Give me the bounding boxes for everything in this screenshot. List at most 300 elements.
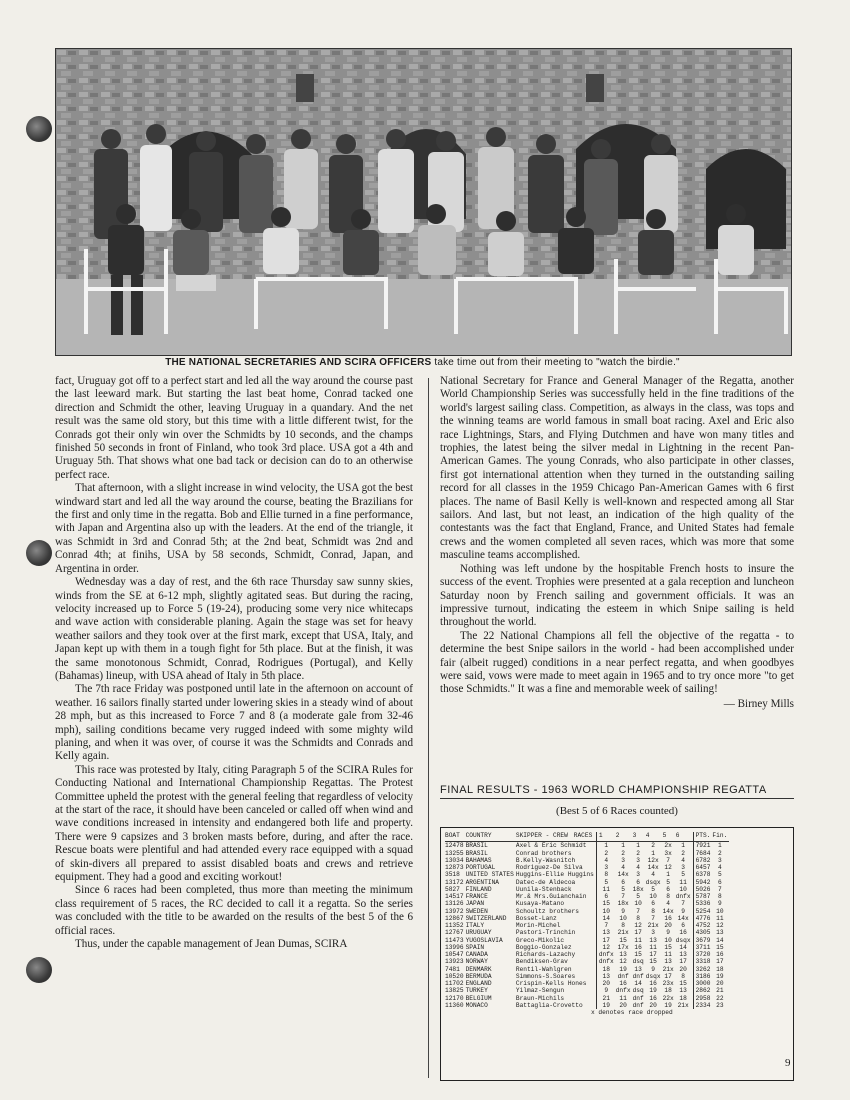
table-row (445, 922, 729, 929)
race-4-cell: 1 (651, 849, 655, 857)
race-5-cell: 16 (664, 914, 672, 922)
table-row (445, 995, 729, 1002)
skipper-crew-cell: Schoultz brothers (515, 907, 579, 915)
table-row (445, 893, 729, 900)
results-table (445, 832, 729, 1009)
points-cell: 3000 (693, 980, 712, 987)
race-1-cell: 13 (596, 929, 615, 936)
race-3-cell: 18x (632, 885, 644, 893)
boat-cell: 13923 (445, 958, 464, 966)
country-cell: URUGUAY (465, 929, 492, 937)
header-races: RACES (574, 832, 597, 842)
race-1-cell: dnfx (596, 958, 615, 965)
points-cell: 5254 (693, 908, 712, 915)
race-1-cell: 20 (596, 980, 615, 987)
race-3-cell: dsq (632, 958, 644, 966)
header-skipper-crew: SKIPPER - CREW (516, 832, 574, 842)
table-row (445, 973, 729, 980)
race-5-cell: 21x (662, 965, 674, 973)
points-cell: 5787 (693, 893, 712, 900)
race-6-cell: 14x (677, 914, 689, 922)
boat-cell: 12767 (445, 929, 464, 937)
finish-cell: 4 (717, 864, 722, 871)
race-1-cell: 17 (596, 937, 615, 944)
race-2-cell: 13 (619, 951, 627, 958)
race-2-cell: 6 (621, 878, 625, 886)
boat-cell: 11360 (445, 1001, 464, 1009)
paragraph: Since 6 races had been completed, thus more than meeting the minimum class requirement of 5 races, the RC decided to call it a regatta. So the series was concluded with the title to be awarded on the results of the best 5 of the 6 official races. (55, 884, 413, 937)
race-1-cell: 5 (596, 879, 615, 886)
skipper-crew-cell: Simmons-S.Soares (515, 972, 576, 980)
binder-hole-top (26, 116, 52, 142)
paragraph: This race was protested by Italy, citing Paragraph 5 of the SCIRA Rules for Conducting National and International Championship Regattas. The Protest Committee upheld the protest with the general feeling that regardless of velocity at the start of the race, it should have been canceled or called off when wind and wave conditions increased in intensity and endangered both life and property. There were 9 capsizes and 3 broken masts before, during, and after the race. Rescue boats were plentiful and had attended every race equipped with a squad of skin-divers all prepared to assist disabled boats and crews and retrieve equipment. They had a good and exciting workout! (55, 763, 413, 884)
column-divider (428, 378, 429, 1078)
race-6-cell: 16 (679, 929, 687, 937)
skipper-crew-cell: B.Kelly-Wasnitch (515, 856, 576, 864)
table-row (445, 864, 729, 871)
race-5-cell: 22x (662, 994, 674, 1002)
points-cell: 5026 (693, 886, 712, 893)
skipper-crew-cell: Crispin-Kells Hones (515, 980, 587, 987)
race-3-cell: 14 (634, 980, 642, 987)
points-cell: 3186 (693, 973, 712, 980)
race-4-cell: 14x (647, 864, 659, 871)
header-race-4: 4 (646, 832, 663, 842)
race-3-cell: 1 (636, 842, 640, 850)
finish-cell: 1 (717, 842, 722, 850)
boat-cell: 13996 (445, 943, 464, 951)
race-3-cell: 15 (634, 951, 642, 958)
race-2-cell: 12 (619, 958, 627, 966)
race-5-cell: 4 (666, 900, 670, 908)
race-1-cell: 8 (596, 871, 615, 878)
caption-rest: take time out from their meeting to "watch the birdie." (431, 357, 680, 368)
race-1-cell: 2 (596, 850, 615, 857)
country-cell: BERMUDA (465, 972, 492, 980)
boat-cell: 13126 (445, 900, 464, 908)
race-5-cell: 15 (664, 943, 672, 951)
race-6-cell: 14 (679, 943, 687, 951)
race-5-cell: 23x (662, 980, 674, 987)
race-4-cell: 17 (649, 951, 657, 958)
table-row (445, 857, 729, 864)
points-cell: 3711 (693, 944, 712, 951)
race-2-cell: dnf (617, 972, 629, 980)
boat-cell: 10520 (445, 972, 464, 980)
skipper-crew-cell: Conrad brothers (515, 849, 572, 857)
country-cell: SWITZERLAND (465, 914, 507, 922)
race-5-cell: 5 (666, 878, 670, 886)
finish-cell: 11 (716, 914, 724, 922)
race-3-cell: 12 (634, 922, 642, 929)
race-1-cell: dnfx (596, 951, 615, 958)
race-4-cell: 16 (649, 980, 657, 987)
race-3-cell: 16 (634, 943, 642, 951)
left-column (55, 375, 413, 951)
race-2-cell: 17x (617, 943, 629, 951)
race-5-cell: 17 (664, 972, 672, 980)
race-5-cell: 13 (664, 958, 672, 966)
race-2-cell: 4 (621, 864, 625, 871)
race-2-cell: 9 (621, 907, 625, 915)
race-2-cell: 19 (619, 965, 627, 973)
country-cell: UNITED STATES (465, 871, 514, 879)
country-cell: SPAIN (465, 943, 485, 951)
race-1-cell: 13 (596, 973, 615, 980)
country-cell: FRANCE (465, 893, 488, 900)
country-cell: TURKEY (465, 987, 488, 995)
boat-cell: 13972 (445, 907, 464, 915)
points-cell: 3262 (693, 966, 712, 973)
points-cell: 5942 (693, 879, 712, 886)
country-cell: DENMARK (465, 965, 492, 973)
race-2-cell: 14x (617, 871, 629, 879)
points-cell: 3720 (693, 951, 712, 958)
race-6-cell: 13 (679, 951, 687, 958)
race-5-cell: 20 (664, 922, 672, 929)
table-row (445, 871, 729, 878)
country-cell: BAHAMAS (465, 856, 492, 864)
race-4-cell: 15 (649, 958, 657, 966)
country-cell: FINLAND (465, 885, 492, 893)
results-subtitle: (Best 5 of 6 Races counted) (556, 805, 678, 817)
boat-cell: 7481 (445, 965, 460, 973)
boat-cell: 12170 (445, 994, 464, 1002)
skipper-crew-cell: Morin-Michel (515, 922, 561, 929)
finish-cell: 20 (716, 980, 724, 987)
finish-cell: 21 (716, 987, 724, 995)
country-cell: ENGLAND (465, 980, 492, 987)
boat-cell: 13034 (445, 856, 464, 864)
race-2-cell: 18x (617, 900, 629, 908)
finish-cell: 23 (716, 1001, 724, 1009)
race-3-cell: 4 (636, 864, 640, 871)
header-race-1: 1 (596, 832, 615, 842)
paragraph: Wednesday was a day of rest, and the 6th race Thursday saw sunny skies, winds from the SE at 6-12 mph, slightly agitated seas. But during the racing, velocity increased up to Force 5 (19-24), producing some very nice whitecaps and wave action with considerable planing. Again the stage was set for heavy weather sailors and they took over at the first mark, except that USA, Italy, and Japan kept up with them in a tough fight for 5th place. But at the finish, it was the same monotonous Schmidt, Conrad, Rodrigues (Portugal), and Kelly (Bahamas) lineup, with USA ahead of Italy in 5th place. (55, 576, 413, 682)
table-row (445, 886, 729, 893)
race-4-cell: 10 (649, 893, 657, 900)
race-4-cell: 6 (651, 900, 655, 908)
race-1-cell: 10 (596, 908, 615, 915)
points-cell: 6782 (693, 857, 712, 864)
points-cell: 3318 (693, 958, 712, 965)
race-6-cell: 13 (679, 987, 687, 995)
race-3-cell: dnf (632, 1001, 644, 1009)
race-5-cell: 2x (664, 842, 672, 850)
group-photo (55, 48, 792, 356)
race-2-cell: 2 (621, 849, 625, 857)
paragraph: National Secretary for France and General Manager of the Regatta, another World Championship Series was successfully held in the fine traditions of the world's largest sailing class. Competition, as always in the class, was tops and the winning teams are world famous in small boat racing. Axel and Eric also race Lightnings, Stars, and Flying Dutchmen and have won many titles and trophies, the latest being the silver medal in Lightning in the recent Pan-American Games. The young Conrads, who also participate in other classes, first got international attention when they turned in the outstanding sailing record for all classes in the 1959 Chicago Pan-American Games with 6 first places. The name of Basil Kelly is well-known and respected among all Star sailors. And last, but not least, an indication of the high quality of the contestants was the fact that England, France, and United States had female crews and the women completed all seven races, which was more that some masculine teams accomplished. (440, 375, 794, 562)
race-1-cell: 15 (596, 900, 615, 907)
race-4-cell: 21x (647, 922, 659, 929)
finish-cell: 7 (717, 885, 722, 893)
race-3-cell: 3 (636, 871, 640, 879)
boat-cell: 10547 (445, 951, 464, 958)
finish-cell: 8 (717, 893, 722, 900)
race-6-cell: 15 (679, 980, 687, 987)
points-cell: 6378 (693, 871, 712, 878)
table-row (445, 951, 729, 958)
boat-cell: 14517 (445, 893, 464, 900)
race-3-cell: 11 (634, 936, 642, 944)
finish-cell: 3 (717, 856, 722, 864)
country-cell: JAPAN (465, 900, 485, 908)
race-4-cell: 2 (651, 842, 655, 850)
race-6-cell: 6 (681, 922, 685, 929)
paragraph: The 7th race Friday was postponed until late in the afternoon on account of weather. 16 sailors finally started under lowering skies in a steady wind of about 28 mph, but as this increased to Force 7 and 8 (a moderate gale from 32-46 mph), sailing conditions became very rugged indeed with some mighty wild planing, and when it was over, of course it was the Schmidts and Conrads and Kelly again. (55, 683, 413, 763)
race-3-cell: 10 (634, 900, 642, 908)
boat-cell: 12478 (445, 842, 464, 850)
skipper-crew-cell: Bendiksen-Grav (515, 958, 568, 966)
race-6-cell: dnfx (675, 893, 691, 900)
skipper-crew-cell: Mr.& Mrs.Guianchain (515, 893, 587, 900)
race-6-cell: 4 (681, 856, 685, 864)
finish-cell: 10 (716, 907, 724, 915)
table-row (445, 1002, 729, 1009)
boat-cell: 12867 (445, 914, 464, 922)
race-6-cell: 18 (679, 994, 687, 1002)
race-3-cell: 7 (636, 907, 640, 915)
race-2-cell: 20 (619, 1001, 627, 1009)
points-cell: 2958 (693, 995, 712, 1002)
race-1-cell: 18 (596, 966, 615, 973)
race-3-cell: dnf (632, 972, 644, 980)
table-row (445, 915, 729, 922)
boat-cell: 12873 (445, 864, 464, 871)
points-cell: 7684 (693, 850, 712, 857)
skipper-crew-cell: Datec-de Aldecoa (515, 878, 576, 886)
skipper-crew-cell: Uunila-Stenback (515, 885, 572, 893)
race-2-cell: 21x (617, 929, 629, 937)
boat-cell: 5827 (445, 885, 460, 893)
race-6-cell: 10 (679, 885, 687, 893)
race-6-cell: dsqx (675, 936, 691, 944)
race-3-cell: 8 (636, 914, 640, 922)
race-6-cell: 8 (681, 972, 685, 980)
table-row (445, 908, 729, 915)
race-1-cell: 9 (596, 987, 615, 994)
table-row (445, 987, 729, 994)
race-6-cell: 2 (681, 849, 685, 857)
race-4-cell: dsqx (645, 972, 661, 980)
points-cell: 4305 (693, 929, 712, 936)
race-5-cell: 8 (666, 893, 670, 900)
paragraph: The 22 National Champions all fell the objective of the regatta - to determine the best Snipe sailors in the world - had been accomplished under fair (albeit rugged) conditions in a near perfect regatta, and when goodbyes were said, vows were made to meet again in 1965 and to try once more "to get those Schmidts." It was a fine and memorable week of sailing! (440, 629, 794, 696)
race-1-cell: 11 (596, 886, 615, 893)
skipper-crew-cell: Richards-Lazachy (515, 951, 576, 958)
points-cell: 2334 (693, 1002, 712, 1009)
race-2-cell: 7 (621, 893, 625, 900)
race-6-cell: 17 (679, 958, 687, 966)
race-5-cell: 11 (664, 951, 672, 958)
race-3-cell: 6 (636, 878, 640, 886)
race-1-cell: 21 (596, 995, 615, 1002)
skipper-crew-cell: Huggins-Ellie Huggins (515, 871, 594, 879)
results-title: FINAL RESULTS - 1963 WORLD CHAMPIONSHIP REGATTA (440, 784, 794, 799)
race-6-cell: 5 (681, 871, 685, 879)
paragraph: That afternoon, with a slight increase in wind velocity, the USA got the best windward start and led all the way around the course, beating the Brazilians for the first and only time in the regatta. Bob and Ellie turned in a fine performance, with Japan and Argentina also up with the leaders. At the end of the triangle, it was Schmidt in 3rd and Conrad 5th; at the 2nd beat, Schmidt was 2nd and Conrad 4th; at finihs, USA by 58 seconds, Schmidt, Conrad, Japan, and Argentina in order. (55, 482, 413, 575)
race-2-cell: 8 (621, 922, 625, 929)
race-2-cell: dnfx (615, 987, 631, 995)
paragraph: Thus, under the capable management of Jean Dumas, SCIRA (75, 938, 348, 951)
boat-cell: 13255 (445, 849, 464, 857)
race-1-cell: 6 (596, 893, 615, 900)
caption-bold: THE NATIONAL SECRETARIES AND SCIRA OFFICERS (165, 357, 432, 368)
binder-hole-middle (26, 540, 52, 566)
country-cell: NORWAY (465, 958, 488, 966)
race-4-cell: 8 (651, 907, 655, 915)
race-4-cell: 7 (651, 914, 655, 922)
race-5-cell: 7 (666, 856, 670, 864)
author-signature: — Birney Mills (723, 697, 794, 710)
boat-cell: 13172 (445, 878, 464, 886)
points-cell: 6457 (693, 864, 712, 871)
race-6-cell: 7 (681, 900, 685, 908)
header-race-6: 6 (676, 832, 693, 842)
results-header-row (445, 832, 729, 842)
race-6-cell: 20 (679, 965, 687, 973)
header-race-2: 2 (616, 832, 633, 842)
race-5-cell: 12 (664, 864, 672, 871)
table-row (445, 850, 729, 857)
race-5-cell: 6 (666, 885, 670, 893)
race-1-cell: 14 (596, 915, 615, 922)
race-4-cell: 16 (649, 994, 657, 1002)
finish-cell: 9 (717, 900, 722, 908)
boat-cell: 11352 (445, 922, 464, 929)
race-4-cell: 9 (651, 965, 655, 973)
table-row (445, 980, 729, 987)
header-finish: Fin. (712, 832, 729, 842)
paragraph: fact, Uruguay got off to a perfect start and led all the way around the course past the last leeward mark. But starting the last beat home, Conrad tacked one direction and Schmidt the other, leaving Uruguay in a quandary. And the net result was the same old story, but this time with a little different twist, for the Conrads got their only win over the Schmidts by 10 seconds, and the champs finished 50 seconds in front of Finland, who took 3rd place. USA got a 4th and Uruguay 5th. That shows what one bad tack or decision can do to an otherwise perfect race. (55, 375, 413, 481)
race-4-cell: dsqx (645, 878, 661, 886)
race-3-cell: 3 (636, 856, 640, 864)
country-cell: BELGIUM (465, 994, 492, 1002)
race-5-cell: 19 (664, 1001, 672, 1009)
header-race-5: 5 (663, 832, 676, 842)
header-points: PTS. (693, 832, 712, 842)
boat-cell: 11702 (445, 980, 464, 987)
race-4-cell: 5 (651, 885, 655, 893)
skipper-crew-cell: Rentil-Wahlgren (515, 965, 572, 973)
country-cell: BRASIL (465, 849, 488, 857)
finish-cell: 14 (716, 936, 724, 944)
points-cell: 4752 (693, 922, 712, 929)
race-4-cell: 13 (649, 936, 657, 944)
race-1-cell: 3 (596, 864, 615, 871)
race-2-cell: 5 (621, 885, 625, 893)
race-3-cell: 5 (636, 893, 640, 900)
finish-cell: 17 (716, 958, 724, 966)
header-boat: BOAT (445, 832, 466, 842)
race-4-cell: 12x (647, 856, 659, 864)
race-2-cell: 3 (621, 856, 625, 864)
table-row (445, 966, 729, 973)
results-footnote: x denotes race dropped (591, 1009, 673, 1016)
race-4-cell: 4 (651, 871, 655, 879)
finish-cell: 15 (716, 943, 724, 951)
table-row (445, 958, 729, 965)
points-cell: 5336 (693, 900, 712, 907)
skipper-crew-cell: Greco-Mikolic (515, 936, 565, 944)
skipper-crew-cell: Braun-Michils (515, 994, 565, 1002)
race-4-cell: 11 (649, 943, 657, 951)
race-3-cell: dsq (632, 987, 644, 995)
results-table-box (440, 827, 794, 1081)
table-row (445, 944, 729, 951)
race-1-cell: 19 (596, 1002, 615, 1009)
race-1-cell: 1 (596, 842, 615, 850)
country-cell: ITALY (465, 922, 485, 929)
country-cell: SWEDEN (465, 907, 488, 915)
race-2-cell: 10 (619, 914, 627, 922)
race-4-cell: 3 (651, 929, 655, 937)
paragraph: Nothing was left undone by the hospitable French hosts to insure the success of the event. Trophies were presented at a gala reception and luncheon Saturday noon by French sailing and government officials. It was an impressive turnout, indicating the esteem in which Snipe sailing is held throughout the world. (440, 562, 794, 629)
race-5-cell: 18 (664, 987, 672, 995)
points-cell: 7921 (693, 842, 712, 850)
table-row (445, 842, 729, 850)
binder-hole-bottom (26, 957, 52, 983)
finish-cell: 18 (716, 965, 724, 973)
country-cell: BRASIL (465, 842, 488, 850)
photo-caption (55, 357, 790, 368)
race-2-cell: 1 (621, 842, 625, 850)
skipper-crew-cell: Bosset-Lanz (515, 914, 557, 922)
race-3-cell: 17 (634, 929, 642, 937)
boat-cell: 11473 (445, 936, 464, 944)
skipper-crew-cell: Axel & Eric Schmidt (515, 842, 587, 850)
finish-cell: 2 (717, 849, 722, 857)
points-cell: 3679 (693, 937, 712, 944)
header-race-3: 3 (633, 832, 646, 842)
race-5-cell: 10 (664, 936, 672, 944)
skipper-crew-cell: Battaglia-Crovetto (515, 1001, 583, 1009)
finish-cell: 6 (717, 878, 722, 886)
table-row (445, 900, 729, 907)
race-1-cell: 4 (596, 857, 615, 864)
country-cell: ARGENTINA (465, 878, 499, 886)
race-6-cell: 21x (677, 1001, 689, 1009)
race-2-cell: 11 (619, 994, 627, 1002)
race-5-cell: 9 (666, 929, 670, 937)
race-6-cell: 3 (681, 864, 685, 871)
finish-cell: 13 (716, 929, 724, 937)
race-6-cell: 9 (681, 907, 685, 915)
points-cell: 2862 (693, 987, 712, 994)
race-2-cell: 16 (619, 980, 627, 987)
finish-cell: 19 (716, 972, 724, 980)
skipper-crew-cell: Boggio-Gonzalez (515, 943, 572, 951)
finish-cell: 5 (717, 871, 722, 879)
skipper-crew-cell: Yilmaz-Sengun (515, 987, 565, 995)
finish-cell: 22 (716, 994, 724, 1002)
skipper-crew-cell: Kusaya-Matano (515, 900, 565, 908)
boat-cell: 3518 (445, 871, 460, 879)
race-5-cell: 3x (664, 849, 672, 857)
finish-cell: 12 (716, 922, 724, 929)
table-row (445, 937, 729, 944)
race-3-cell: 13 (634, 965, 642, 973)
race-1-cell: 7 (596, 922, 615, 929)
race-5-cell: 14x (662, 907, 674, 915)
country-cell: YUGOSLAVIA (465, 936, 503, 944)
points-cell: 4776 (693, 915, 712, 922)
page-number: 9 (785, 1057, 791, 1069)
race-3-cell: dnf (632, 994, 644, 1002)
skipper-crew-cell: Pastori-Trinchin (515, 929, 576, 937)
race-4-cell: 20 (649, 1001, 657, 1009)
table-row (445, 929, 729, 936)
